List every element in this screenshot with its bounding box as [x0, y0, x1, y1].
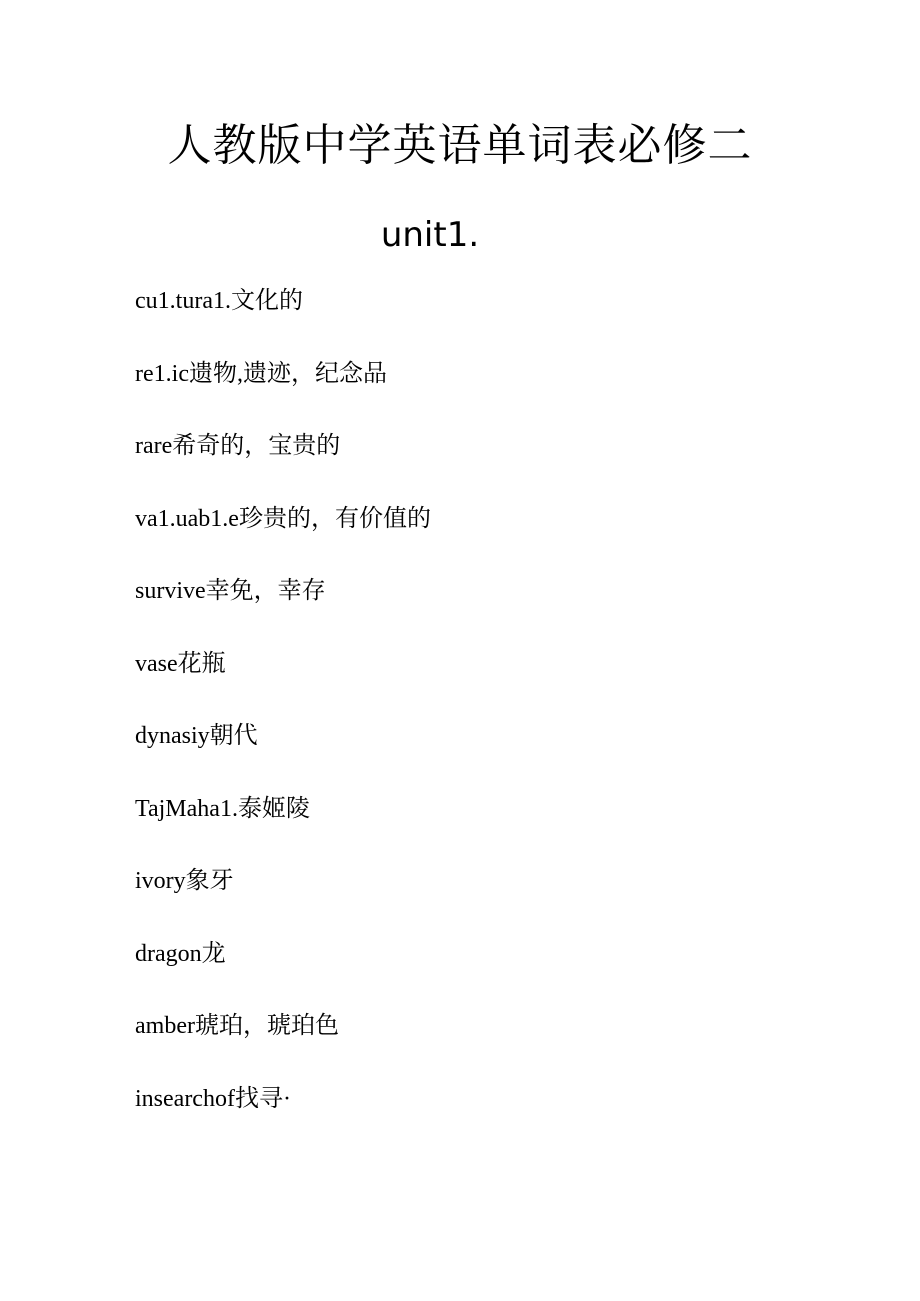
vocabulary-entry: cu1.tura1.文化的	[135, 288, 303, 314]
vocabulary-entry: dragon龙	[135, 940, 226, 967]
vocabulary-entry: TajMaha1.泰姬陵	[135, 795, 310, 822]
vocabulary-entry: amber琥珀，琥珀色	[135, 1013, 339, 1039]
vocabulary-entry: re1.ic遗物,遗迹，纪念品	[135, 360, 387, 387]
vocabulary-list	[135, 283, 431, 1153]
vocabulary-entry: insearchof找寻·	[135, 1085, 291, 1112]
vocabulary-entry: rare希奇的，宝贵的	[135, 433, 341, 459]
vocabulary-entry: ivory象牙	[135, 868, 234, 894]
vocabulary-entry: dynasiy朝代	[135, 723, 258, 749]
vocabulary-entry: va1.uab1.e珍贵的，有价值的	[135, 505, 431, 532]
unit-heading: unit1.	[380, 215, 480, 255]
vocabulary-entry: survive幸免，幸存	[135, 578, 326, 604]
document-title: 人教版中学英语单词表必修二	[167, 120, 753, 171]
vocabulary-entry: vase花瓶	[135, 650, 226, 677]
